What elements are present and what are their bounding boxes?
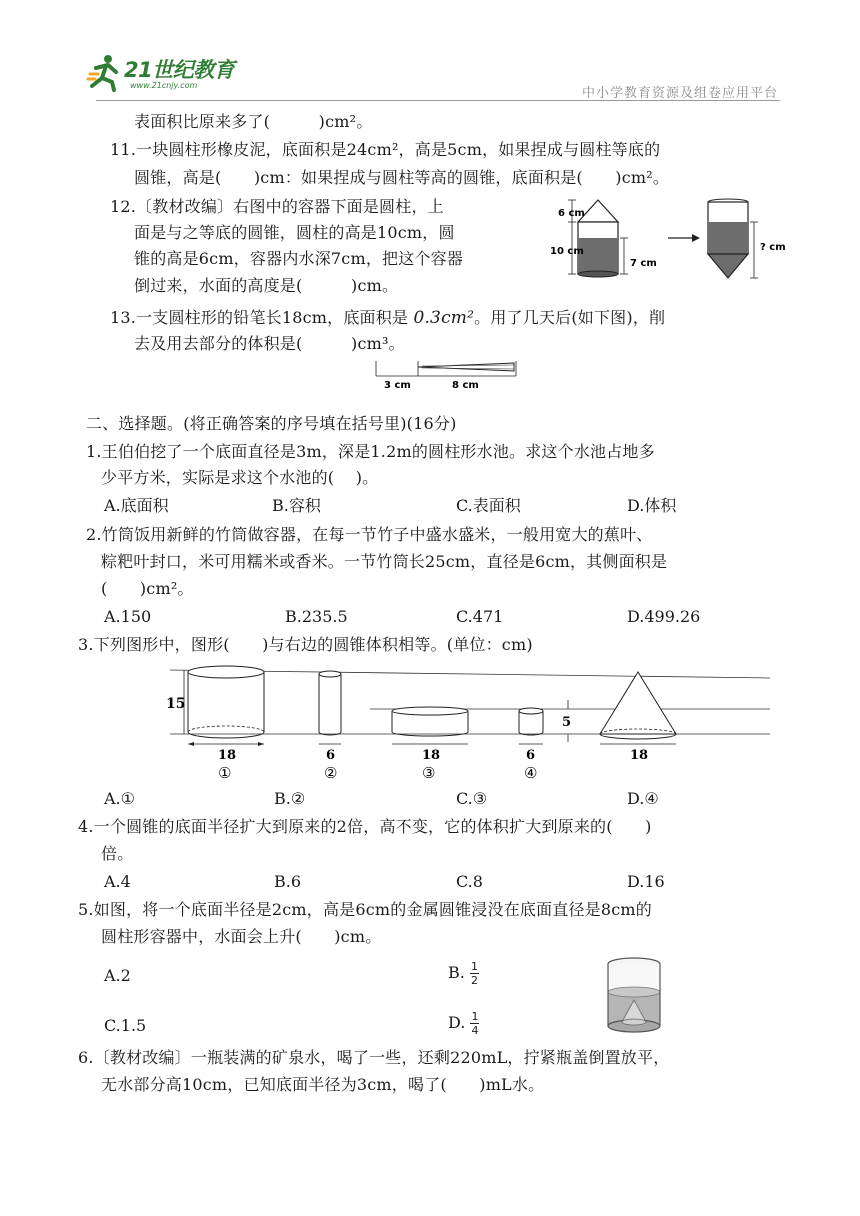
s2-q3-solids-figure (160, 662, 780, 782)
s2-q5-line2: 圆柱形容器中，水面会上升( )cm。 (101, 927, 382, 946)
s2-q1-line2: 少平方米，实际是求这个水池的( )。 (101, 468, 379, 487)
s2-q2-option-b[interactable]: B.235.5 (285, 607, 348, 626)
s2-q3-label-d18-1: 18 (218, 748, 237, 763)
s2-q3-label-c4: ④ (524, 764, 538, 782)
runner-icon (86, 52, 126, 92)
s2-q5-option-d-denominator: 4 (471, 1024, 479, 1037)
page-header (0, 0, 860, 106)
s2-q5-option-b-fraction (470, 960, 479, 987)
s2-q3-label-d18-2: 18 (422, 748, 441, 763)
s2-q3-option-b[interactable]: B.② (274, 789, 306, 808)
s2-q5-option-b[interactable] (448, 960, 479, 987)
s2-q1-option-b[interactable]: B.容积 (272, 496, 321, 515)
s2-q3-label-d18-3: 18 (630, 748, 649, 763)
q13-label-3cm: 3 cm (384, 380, 411, 391)
q12-label-unknown: ? cm (760, 242, 786, 253)
s2-q3-option-c[interactable]: C.③ (456, 789, 488, 808)
s2-q3-label-c1: ① (218, 764, 232, 782)
s2-q4-line2: 倍。 (101, 844, 134, 863)
s2-q3-option-a[interactable]: A.① (104, 789, 135, 808)
s2-q5-option-d-fraction (470, 1010, 479, 1037)
s2-q3-label-c2: ② (324, 764, 338, 782)
s2-q4-option-b[interactable]: B.6 (274, 872, 302, 891)
s2-q4-line1: 4.一个圆锥的底面半径扩大到原来的2倍，高不变，它的体积扩大到原来的( ) (78, 817, 652, 836)
s2-q2-option-a[interactable]: A.150 (104, 607, 152, 626)
q13-line1 (110, 306, 665, 330)
q11-line1: 11.一块圆柱形橡皮泥，底面积是24cm²，高是5cm，如果捏成与圆柱等底的 (110, 140, 661, 159)
s2-q2-option-d[interactable]: D.499.26 (627, 607, 701, 626)
header-divider (96, 100, 780, 101)
s2-q5-line1: 5.如图，将一个底面半径是2cm，高是6cm的金属圆锥浸没在底面直径是8cm的 (78, 900, 653, 919)
s2-q4-option-a[interactable]: A.4 (104, 872, 131, 891)
s2-q3-label-h5: 5 (562, 715, 572, 730)
s2-q5-option-c[interactable]: C.1.5 (104, 1016, 147, 1035)
s2-q6-line1: 6.〔教材改编〕一瓶装满的矿泉水，喝了一些，还剩220mL，拧紧瓶盖倒置放平， (78, 1048, 670, 1067)
q10-tail: 表面积比原来多了( )cm²。 (134, 112, 373, 131)
q12-label-10cm: 10 cm (550, 246, 584, 257)
s2-q1-option-a[interactable]: A.底面积 (104, 496, 169, 515)
q13-line1-a: 13.一支圆柱形的铅笔长18cm，底面积是 (110, 308, 409, 327)
s2-q2-option-c[interactable]: C.471 (456, 607, 504, 626)
s2-q4-option-d[interactable]: D.16 (627, 872, 665, 891)
q12-container-figure (550, 192, 788, 292)
s2-q3-option-d[interactable]: D.④ (627, 789, 659, 808)
s2-q5-container-figure (598, 954, 670, 1040)
s2-q1-option-c[interactable]: C.表面积 (456, 496, 521, 515)
s2-q3-label-c3: ③ (422, 764, 436, 782)
s2-q3-label-h15: 15 (166, 696, 186, 712)
s2-q5-option-d-prefix: D. (448, 1013, 466, 1032)
s2-q1-line1: 1.王伯伯挖了一个底面直径是3m，深是1.2m的圆柱形水池。求这个水池占地多 (86, 442, 655, 461)
logo (86, 52, 266, 98)
s2-q5-option-b-prefix: B. (448, 963, 465, 982)
logo-text: 21世纪教育 (124, 58, 235, 82)
s2-q6-line2: 无水部分高10cm，已知底面半径为3cm，喝了( )mL水。 (101, 1075, 545, 1094)
s2-q3-line1: 3.下列图形中，图形( )与右边的圆锥体积相等。(单位：cm) (78, 635, 533, 654)
header-platform-name: 中小学教育资源及组卷应用平台 (581, 86, 778, 101)
s2-q5-option-b-numerator: 1 (470, 960, 478, 973)
q13-line2: 去及用去部分的体积是( )cm³。 (134, 334, 405, 353)
section2-title: 二、选择题。(将正确答案的序号填在括号里)(16分) (86, 414, 457, 433)
s2-q1-option-d[interactable]: D.体积 (627, 496, 677, 515)
q12-line4: 倒过来，水面的高度是( )cm。 (134, 276, 399, 295)
s2-q4-option-c[interactable]: C.8 (456, 872, 483, 891)
q11-line2: 圆锥，高是( )cm：如果捏成与圆柱等高的圆锥，底面积是( )cm²。 (134, 168, 670, 187)
logo-url: www.21cnjy.com (130, 81, 198, 90)
q12-line1: 12.〔教材改编〕右图中的容器下面是圆柱，上 (110, 197, 444, 216)
q13-pencil-figure (374, 358, 520, 392)
s2-q5-option-d-numerator: 1 (471, 1010, 479, 1023)
s2-q2-line2: 粽粑叶封口，米可用糯米或香米。一节竹筒长25cm，直径是6cm，其侧面积是 (101, 552, 668, 571)
q13-math: 0.3cm² (413, 308, 475, 328)
s2-q5-option-d[interactable] (448, 1010, 479, 1037)
q12-line3: 锥的高是6cm，容器内水深7cm，把这个容器 (134, 249, 464, 268)
q12-label-6cm: 6 cm (558, 208, 585, 219)
s2-q5-option-b-denominator: 2 (470, 974, 478, 987)
s2-q2-line3: ( )cm²。 (101, 579, 194, 598)
s2-q5-option-a[interactable]: A.2 (104, 966, 131, 985)
q13-line1-b: 。用了几天后(如下图)，削 (474, 308, 666, 327)
s2-q3-label-d6-2: 6 (526, 748, 536, 763)
s2-q2-line1: 2.竹筒饭用新鲜的竹筒做容器，在每一节竹子中盛水盛米，一般用宽大的蕉叶、 (86, 525, 653, 544)
q13-label-8cm: 8 cm (452, 380, 479, 391)
q12-line2: 面是与之等底的圆锥，圆柱的高是10cm，圆 (134, 223, 455, 242)
q12-label-7cm: 7 cm (630, 258, 657, 269)
s2-q3-label-d6-1: 6 (326, 748, 336, 763)
